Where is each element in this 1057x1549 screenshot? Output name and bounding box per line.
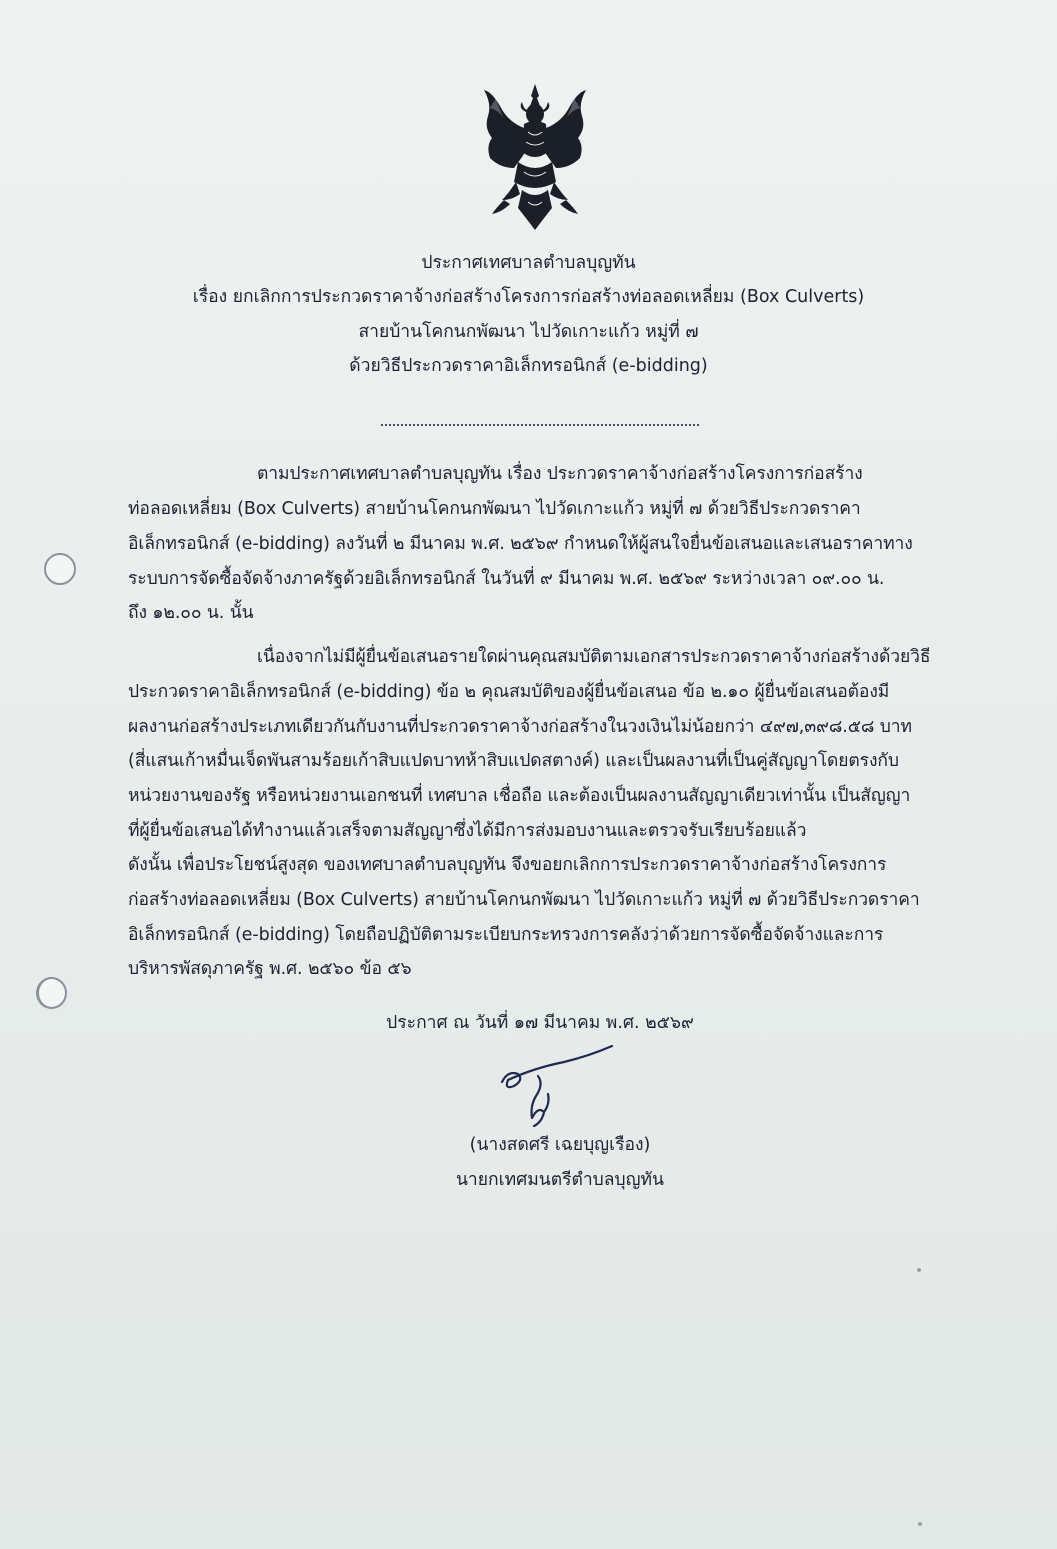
paragraph-line: ระบบการจัดซื้อจัดจ้างภาครัฐด้วยอิเล็กทรอนิกส์ ในวันที่ ๙ มีนาคม พ.ศ. ๒๕๖๙ ระหว่างเวลา ๐๙.๐๐ น. [128, 569, 885, 589]
paragraph-line: ก่อสร้างท่อลอดเหลี่ยม (Box Culverts) สายบ้านโคกนกพัฒนา ไปวัดเกาะแก้ว หมู่ที่ ๗ ด้วยวิธีประกวดราคา [128, 890, 920, 910]
paragraph-line: หน่วยงานของรัฐ หรือหน่วยงานเอกชนที่ เทศบาล เชื่อถือ และต้องเป็นผลงานสัญญาเดียวเท่านั้น เป็นสัญญา [128, 786, 911, 806]
subject-line-method: ด้วยวิธีประกวดราคาอิเล็กทรอนิกส์ (e-bidding) [349, 356, 708, 376]
paragraph-line: ที่ผู้ยื่นข้อเสนอได้ทำงานแล้วเสร็จตามสัญญาซึ่งได้มีการส่งมอบงานและตรวจรับเรียบร้อยแล้ว [128, 821, 807, 841]
paragraph-line: ถึง ๑๒.๐๐ น. นั้น [128, 603, 254, 623]
announcement-title: ประกาศเทศบาลตำบลบุญทัน [421, 253, 636, 273]
paragraph-line: บริหารพัสดุภาครัฐ พ.ศ. ๒๕๖๐ ข้อ ๕๖ [128, 959, 412, 979]
punch-hole-bottom [36, 977, 67, 1009]
subject-line-route: สายบ้านโคกนกพัฒนา ไปวัดเกาะแก้ว หมู่ที่ ๗ [358, 322, 699, 342]
paragraph-line: ท่อลอดเหลี่ยม (Box Culverts) สายบ้านโคกนกพัฒนา ไปวัดเกาะแก้ว หมู่ที่ ๗ ด้วยวิธีประกวดราคา [128, 499, 861, 519]
garuda-emblem-icon [478, 82, 592, 232]
header-divider [381, 424, 699, 426]
paragraph-line: ประกวดราคาอิเล็กทรอนิกส์ (e-bidding) ข้อ ๒ คุณสมบัติของผู้ยื่นข้อเสนอ ข้อ ๒.๑๐ ผู้ยื่นข้อเสนอต้องมี [128, 682, 890, 702]
paragraph-line: อิเล็กทรอนิกส์ (e-bidding) โดยถือปฏิบัติตามระเบียบกระทรวงการคลังว่าด้วยการจัดซื้อจัดจ้างและการ [128, 925, 884, 945]
announcement-date: ประกาศ ณ วันที่ ๑๗ มีนาคม พ.ศ. ๒๕๖๙ [386, 1013, 694, 1033]
paragraph-line: อิเล็กทรอนิกส์ (e-bidding) ลงวันที่ ๒ มีนาคม พ.ศ. ๒๕๖๙ กำหนดให้ผู้สนใจยื่นข้อเสนอและเสนอราคาทาง [128, 534, 913, 554]
signer-position: นายกเทศมนตรีตำบลบุญทัน [455, 1170, 665, 1190]
paper-mark [917, 1268, 921, 1272]
paragraph-line: (สี่แสนเก้าหมื่นเจ็ดพันสามร้อยเก้าสิบแปดบาทห้าสิบแปดสตางค์) และเป็นผลงานที่เป็นคู่สัญญาโดยตรงกับ [128, 751, 899, 771]
paragraph-line: ผลงานก่อสร้างประเภทเดียวกันกับงานที่ประกวดราคาจ้างก่อสร้างในวงเงินไม่น้อยกว่า ๔๙๗,๓๙๘.๕๘ บาท [128, 717, 912, 737]
paper-mark [918, 1522, 922, 1526]
paragraph-line: เนื่องจากไม่มีผู้ยื่นข้อเสนอรายใดผ่านคุณสมบัติตามเอกสารประกวดราคาจ้างก่อสร้างด้วยวิธี [257, 647, 931, 667]
subject-line: เรื่อง ยกเลิกการประกวดราคาจ้างก่อสร้างโครงการก่อสร้างท่อลอดเหลี่ยม (Box Culverts) [192, 287, 865, 307]
paragraph-line: ตามประกาศเทศบาลตำบลบุญทัน เรื่อง ประกวดราคาจ้างก่อสร้างโครงการก่อสร้าง [257, 464, 863, 484]
paragraph-line: ดังนั้น เพื่อประโยชน์สูงสุด ของเทศบาลตำบลบุญทัน จึงขอยกเลิกการประกวดราคาจ้างก่อสร้างโครงการ [128, 855, 887, 875]
signature-icon [494, 1040, 624, 1130]
signer-name: (นางสดศรี เฉยบุญเรือง) [469, 1135, 651, 1155]
punch-hole-top [44, 553, 76, 585]
